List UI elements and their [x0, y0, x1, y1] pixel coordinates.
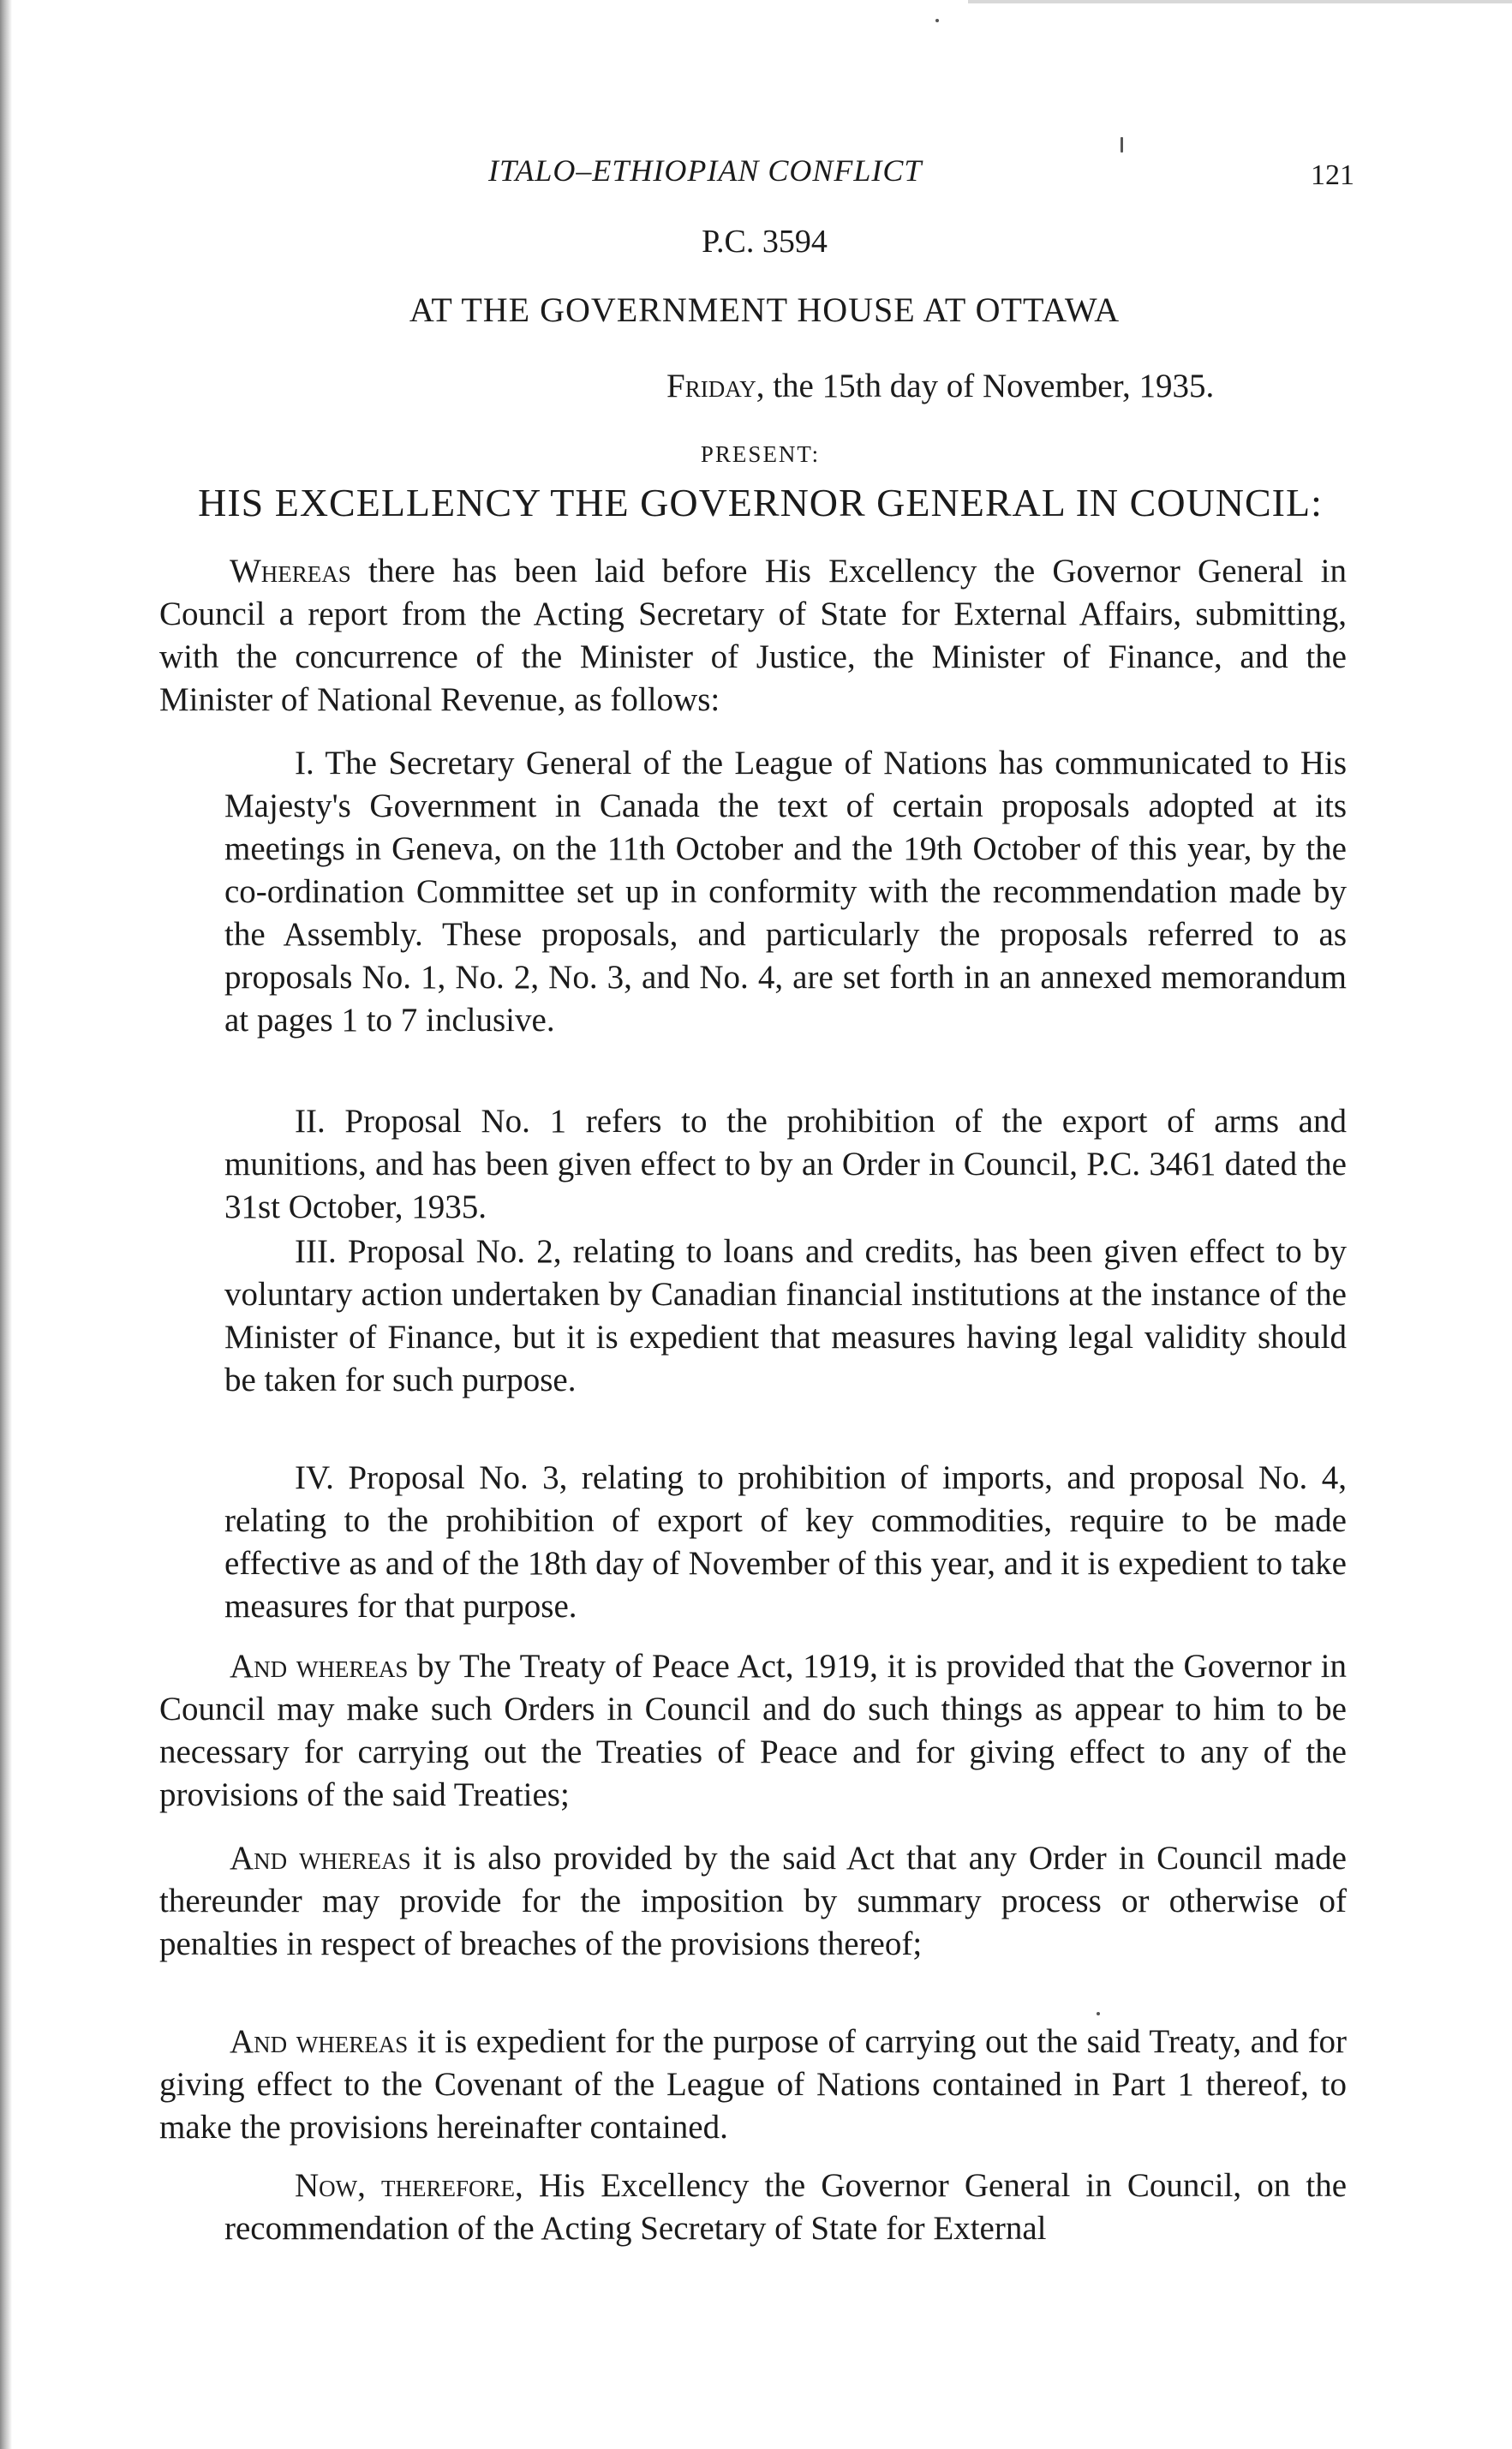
order-location: AT THE GOVERNMENT HOUSE AT OTTAWA [409, 290, 1121, 329]
council-heading: HIS EXCELLENCY THE GOVERNOR GENERAL IN COUNCIL: [198, 481, 1323, 524]
whereas-lead: And whereas [230, 2023, 409, 2060]
whereas-paragraph-2 [159, 1645, 1347, 1817]
whereas-paragraph-4 [159, 2021, 1347, 2149]
numbered-item-1: I. The Secretary General of the League of Nations has communicated to His Majesty's Government in Canada the text of certain proposals adopted at its meetings in Geneva, on the 11th October and the 19th October of this year, by the co-ordination Committee set up in conformity with the recommendation made by the Assembly. These proposals, and particularly the proposals referred to as proposals No. 1, No. 2, No. 3, and No. 4, are set forth in an annexed memorandum at pages 1 to 7 inclusive. [224, 745, 1347, 1039]
scan-speck [1121, 137, 1123, 153]
page-number: 121 [1311, 159, 1354, 191]
date-weekday: Friday [666, 368, 756, 404]
whereas-paragraph-1 [159, 550, 1347, 722]
scan-speck [935, 19, 939, 22]
order-date [666, 367, 1214, 405]
running-title: ITALO–ETHIOPIAN CONFLICT [488, 153, 923, 188]
therefore-lead: Now, therefore [295, 2167, 516, 2204]
whereas-lead: Whereas [230, 553, 351, 590]
whereas-lead: And whereas [230, 1840, 411, 1877]
order-number: P.C. 3594 [702, 224, 828, 260]
whereas-text: by The Treaty of Peace Act, 1919, it is provided that the Governor in Council may make such Orders in Council and do such things as appear to him to be necessary for carrying out the Treaties of Peace and for giving effect to any of the provisions of the said Treaties; [159, 1648, 1348, 1813]
present-label: PRESENT: [700, 441, 821, 467]
date-text: , the 15th day of November, 1935. [756, 368, 1215, 404]
scan-speck [1097, 2012, 1100, 2015]
therefore-paragraph [224, 2165, 1347, 2250]
whereas-text: it is also provided by the said Act that any Order in Council made thereunder may provide for the imposition by summary process or otherwise of penalties in respect of breaches of the provisions thereof; [159, 1840, 1347, 1962]
therefore-text: , His Excellency the Governor General in Council, on the recommendation of the Acting Secretary of State for External [224, 2167, 1347, 2247]
whereas-text: it is expedient for the purpose of carrying out the said Treaty, and for giving effect to the Covenant of the League of Nations contained in Part 1 thereof, to make the provisions hereinafter contained. [159, 2023, 1348, 2146]
numbered-item-4: IV. Proposal No. 3, relating to prohibition of imports, and proposal No. 4, relating to the prohibition of export of key commodities, require to be made effective as and of the 18th day of November of this year, and it is expedient to take measures for that purpose. [224, 1459, 1347, 1625]
numbered-item-3: III. Proposal No. 2, relating to loans and credits, has been given effect to by voluntary action undertaken by Canadian financial institutions at the instance of the Minister of Finance, but it is expedient that measures having legal validity should be taken for such purpose. [224, 1233, 1347, 1398]
whereas-text: there has been laid before His Excellency the Governor General in Council a report from the Acting Secretary of State for External Affairs, submitting, with the concurrence of the Minister of Justice, the Minister of Finance, and the Minister of National Revenue, as follows: [159, 553, 1347, 718]
numbered-item-2: II. Proposal No. 1 refers to the prohibition of the export of arms and munitions, and has been given effect to by an Order in Council, P.C. 3461 dated the 31st October, 1935. [224, 1103, 1347, 1225]
whereas-lead: And whereas [230, 1648, 409, 1685]
whereas-paragraph-3 [159, 1837, 1347, 1966]
